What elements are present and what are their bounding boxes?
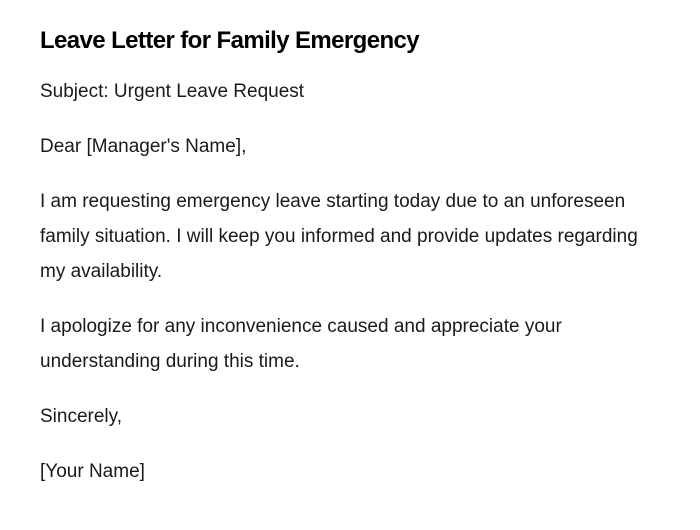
letter-closing: Sincerely, bbox=[40, 406, 123, 427]
letter-title: Leave Letter for Family Emergency bbox=[40, 27, 420, 54]
letter bbox=[40, 26, 660, 509]
letter-subject: Subject: Urgent Leave Request bbox=[40, 81, 305, 102]
letter-body-paragraph-2: I apologize for any inconvenience caused and appreciate your understanding during this time. bbox=[40, 316, 562, 372]
letter-signature: [Your Name] bbox=[40, 461, 145, 482]
letter-body-paragraph-1: I am requesting emergency leave starting today due to an unforeseen family situation. I will keep you informed and provide updates regarding my availability. bbox=[40, 191, 638, 282]
letter-salutation: Dear [Manager's Name], bbox=[40, 136, 247, 157]
